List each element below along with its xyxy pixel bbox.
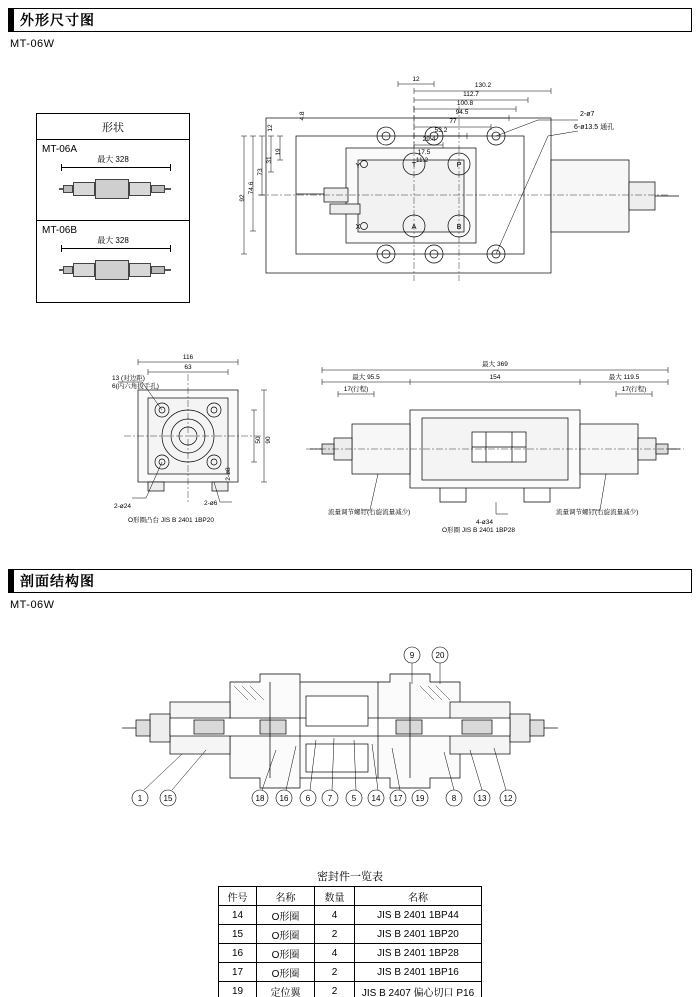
seal-table (218, 886, 482, 997)
svg-text:17.5: 17.5 (417, 149, 431, 156)
svg-text:6: 6 (305, 794, 311, 803)
svg-text:17(行程): 17(行程) (343, 386, 369, 393)
valve-pictogram-a (59, 176, 171, 202)
cell-spec: JIS B 2401 1BP20 (355, 925, 482, 944)
cell-qty: 4 (315, 906, 355, 925)
seal-col-qty: 数量 (315, 887, 355, 906)
shape-row-label: MT-06A (42, 144, 78, 155)
cross-section-drawing (110, 640, 590, 840)
shape-table-header: 形状 (37, 114, 189, 140)
model-label-cross-section: MT-06W (10, 599, 55, 611)
cell-qty: 4 (315, 944, 355, 963)
svg-text:17: 17 (393, 794, 403, 803)
svg-text:1: 1 (137, 794, 143, 803)
svg-text:8: 8 (451, 794, 457, 803)
svg-text:最大 95.5: 最大 95.5 (352, 374, 380, 381)
svg-text:94.5: 94.5 (455, 109, 469, 116)
svg-text:116: 116 (182, 354, 194, 361)
svg-text:12: 12 (267, 124, 274, 132)
svg-text:13 (对边距): 13 (对边距) (112, 375, 145, 382)
table-row (219, 925, 482, 944)
cell-part-no: 19 (219, 982, 257, 997)
svg-text:2-ø6: 2-ø6 (204, 500, 218, 507)
svg-text:13: 13 (477, 794, 487, 803)
cell-qty: 2 (315, 925, 355, 944)
shape-table-row-mt06a (37, 140, 189, 221)
svg-text:74.6: 74.6 (248, 181, 255, 195)
svg-text:20: 20 (435, 651, 445, 660)
svg-text:6-ø13.5 通孔: 6-ø13.5 通孔 (574, 124, 615, 131)
section-header-cross-section (8, 569, 692, 593)
svg-text:7: 7 (327, 794, 333, 803)
svg-text:50: 50 (255, 436, 262, 444)
svg-text:130.2: 130.2 (474, 82, 492, 89)
svg-text:19: 19 (275, 148, 282, 156)
svg-text:77: 77 (449, 118, 457, 125)
cell-name: O形圈 (257, 944, 315, 963)
svg-text:90: 90 (265, 436, 272, 444)
dimension-line (61, 167, 171, 168)
cell-spec: JIS B 2401 1BP16 (355, 963, 482, 982)
svg-text:92: 92 (239, 194, 246, 202)
svg-text:19: 19 (415, 794, 425, 803)
svg-text:31: 31 (266, 156, 273, 164)
svg-text:53.2: 53.2 (434, 127, 448, 134)
svg-text:O形圈凸台 JIS B 2401 1BP20: O形圈凸台 JIS B 2401 1BP20 (128, 517, 214, 524)
svg-text:流量调节螺钉(右旋流量减少): 流量调节螺钉(右旋流量减少) (556, 509, 639, 516)
svg-text:154: 154 (489, 374, 501, 381)
shape-row-dimension: 最大 328 (97, 155, 129, 164)
section-title: 外形尺寸图 (20, 12, 95, 28)
cell-spec: JIS B 2401 1BP44 (355, 906, 482, 925)
svg-text:2-ø24: 2-ø24 (114, 503, 131, 510)
cell-spec: JIS B 2407 偏心切口 P16 (355, 982, 482, 997)
table-row (219, 906, 482, 925)
table-row (219, 982, 482, 997)
svg-text:Y: Y (355, 161, 361, 170)
cell-part-no: 15 (219, 925, 257, 944)
svg-text:9: 9 (409, 651, 415, 660)
svg-text:6(内六角扳手孔): 6(内六角扳手孔) (112, 383, 159, 390)
svg-text:16: 16 (279, 794, 289, 803)
svg-text:12: 12 (412, 76, 420, 83)
cell-qty: 2 (315, 982, 355, 997)
table-row (219, 944, 482, 963)
svg-text:15: 15 (163, 794, 173, 803)
svg-text:11.2: 11.2 (415, 157, 429, 164)
svg-text:T: T (411, 160, 417, 169)
svg-text:P: P (456, 160, 462, 169)
svg-text:2-ø7: 2-ø7 (580, 111, 595, 118)
svg-text:14: 14 (371, 794, 381, 803)
svg-text:63: 63 (184, 364, 192, 371)
svg-text:2-ø8: 2-ø8 (225, 467, 232, 481)
cell-spec: JIS B 2401 1BP28 (355, 944, 482, 963)
dimension-line (61, 248, 171, 249)
cell-name: O形圈 (257, 963, 315, 982)
cell-qty: 2 (315, 963, 355, 982)
svg-text:X: X (355, 222, 361, 231)
section-header-dimensions (8, 8, 692, 32)
table-row (219, 963, 482, 982)
svg-text:73: 73 (257, 168, 264, 176)
svg-text:O形圈 JIS B 2401 1BP28: O形圈 JIS B 2401 1BP28 (442, 527, 515, 534)
svg-text:流量调节螺钉(右旋流量减少): 流量调节螺钉(右旋流量减少) (328, 509, 411, 516)
cell-part-no: 16 (219, 944, 257, 963)
svg-text:18: 18 (255, 794, 265, 803)
shape-table-row-mt06b (37, 221, 189, 302)
svg-text:29.4: 29.4 (422, 136, 436, 143)
shape-table (36, 113, 190, 303)
cell-name: O形圈 (257, 925, 315, 944)
cell-part-no: 14 (219, 906, 257, 925)
svg-text:A: A (411, 222, 417, 231)
seal-col-spec: 名称 (355, 887, 482, 906)
section-title: 剖面结构图 (20, 573, 95, 589)
cell-name: O形圈 (257, 906, 315, 925)
shape-row-dimension: 最大 328 (97, 236, 129, 245)
svg-text:4-ø34: 4-ø34 (476, 519, 493, 526)
seal-col-part-no: 件号 (219, 887, 257, 906)
model-label-dimensions: MT-06W (10, 38, 55, 50)
top-view-drawing (238, 76, 688, 306)
svg-text:最大 369: 最大 369 (482, 361, 508, 368)
svg-text:100.8: 100.8 (456, 100, 474, 107)
seal-col-name: 名称 (257, 887, 315, 906)
seal-table-title: 密封件一览表 (317, 871, 383, 883)
cell-part-no: 17 (219, 963, 257, 982)
seal-table-header-row (219, 887, 482, 906)
svg-text:5: 5 (351, 794, 357, 803)
svg-text:B: B (456, 222, 462, 231)
shape-row-label: MT-06B (42, 225, 78, 236)
svg-text:4.8: 4.8 (299, 111, 306, 121)
svg-text:12: 12 (503, 794, 513, 803)
svg-text:112.7: 112.7 (463, 91, 479, 98)
valve-pictogram-b (59, 257, 171, 283)
cell-name: 定位翼 (257, 982, 315, 997)
svg-text:17(行程): 17(行程) (621, 386, 647, 393)
svg-text:最大 119.5: 最大 119.5 (608, 374, 640, 381)
side-view-drawing (300, 352, 690, 542)
end-view-drawing (112, 352, 292, 542)
